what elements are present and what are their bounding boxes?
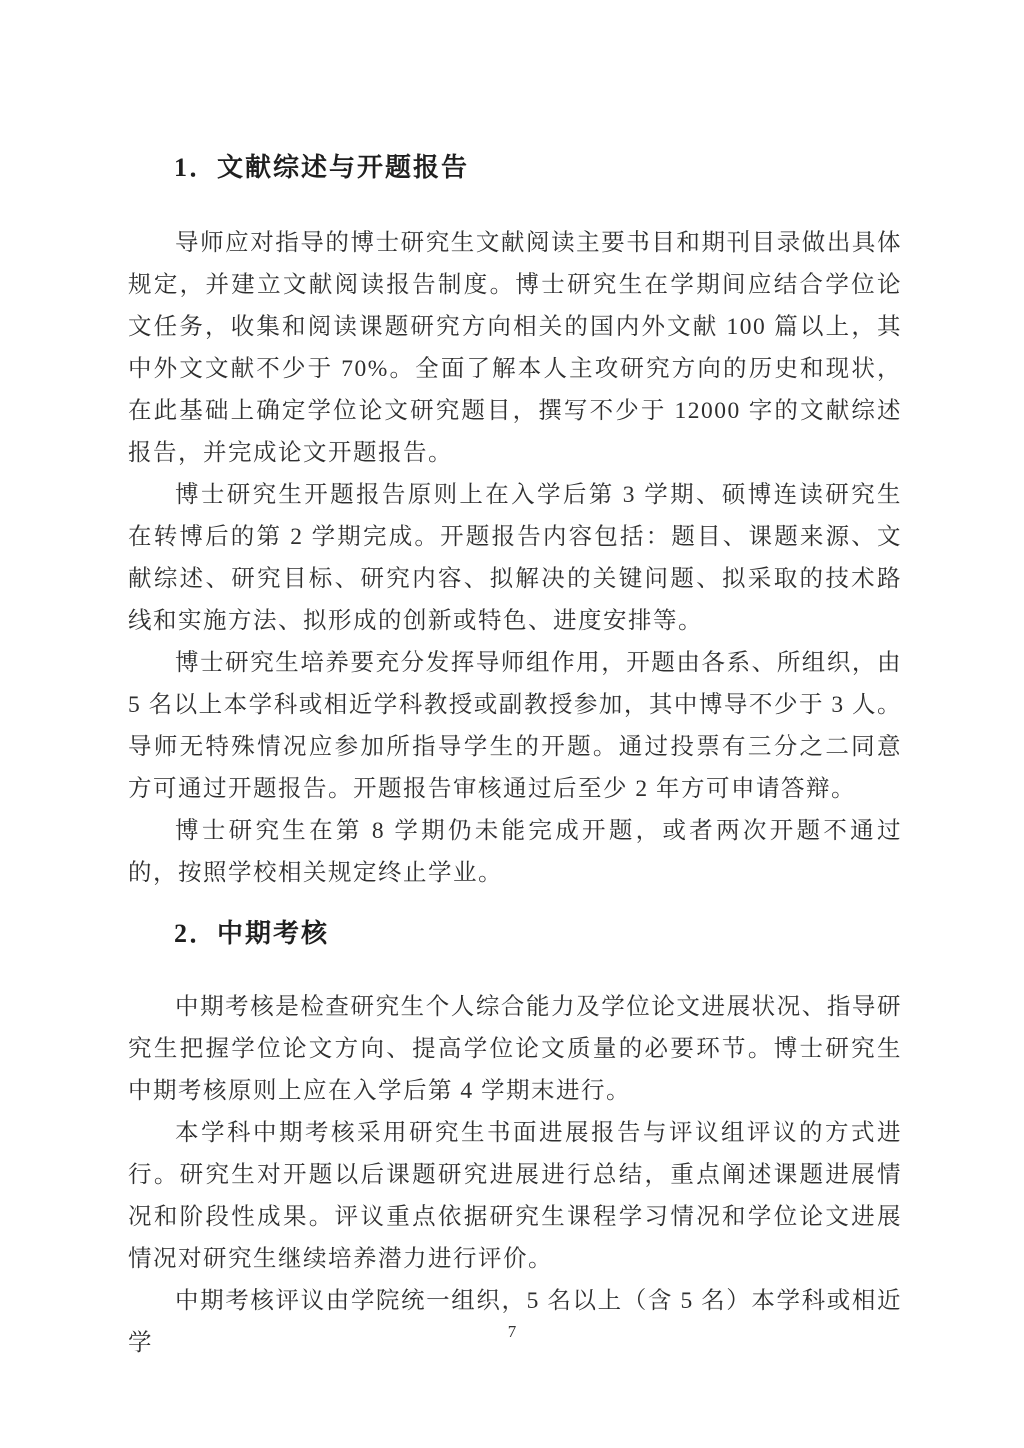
document-content	[128, 150, 902, 1364]
section-2-paragraph-2: 本学科中期考核采用研究生书面进展报告与评议组评议的方式进行。研究生对开题以后课题研究进展进行总结，重点阐述课题进展情况和阶段性成果。评议重点依据研究生课程学习情况和学位论文进展情况对研究生继续培养潜力进行评价。	[128, 1120, 902, 1272]
section-2-paragraph-1: 中期考核是检查研究生个人综合能力及学位论文进展状况、指导研究生把握学位论文方向、提高学位论文质量的必要环节。博士研究生中期考核原则上应在入学后第 4 学期末进行。	[128, 994, 902, 1104]
page-number: 7	[507, 1322, 517, 1341]
section-1-paragraph-1: 导师应对指导的博士研究生文献阅读主要书目和期刊目录做出具体规定，并建立文献阅读报告制度。博士研究生在学期间应结合学位论文任务，收集和阅读课题研究方向相关的国内外文献 100 篇以上，其中外文文献不少于 70%。全面了解本人主攻研究方向的历史和现状，在此基础上确定学位论文研究题目，撰写不少于 12000 字的文献综述报告，并完成论文开题报告。	[128, 230, 902, 466]
section-1-paragraph-4: 博士研究生在第 8 学期仍未能完成开题，或者两次开题不通过的，按照学校相关规定终止学业。	[128, 818, 902, 886]
section-2-paragraph-3: 中期考核评议由学院统一组织，5 名以上（含 5 名）本学科或相近学	[128, 1288, 902, 1356]
section-1-heading: 1．文献综述与开题报告	[174, 153, 470, 182]
section-1-paragraph-2: 博士研究生开题报告原则上在入学后第 3 学期、硕博连读研究生在转博后的第 2 学期完成。开题报告内容包括：题目、课题来源、文献综述、研究目标、研究内容、拟解决的关键问题、拟采取的技术路线和实施方法、拟形成的创新或特色、进度安排等。	[128, 482, 902, 634]
section-2-heading: 2．中期考核	[174, 919, 330, 948]
section-1-paragraph-3: 博士研究生培养要充分发挥导师组作用，开题由各系、所组织，由 5 名以上本学科或相近学科教授或副教授参加，其中博导不少于 3 人。导师无特殊情况应参加所指导学生的开题。通过投票有三分之二同意方可通过开题报告。开题报告审核通过后至少 2 年方可申请答辩。	[128, 650, 902, 802]
